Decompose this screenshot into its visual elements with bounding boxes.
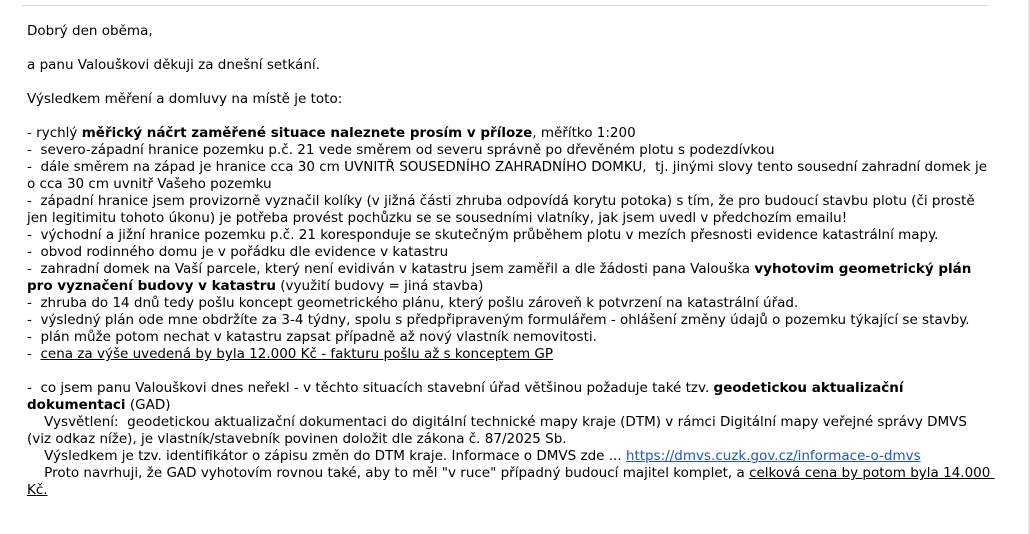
- bullet-concept-timing: - zhruba do 14 dnů tedy pošlu koncept geometrického plánu, který pošlu zároveň k potvrzení na katastrální úřad.: [27, 295, 799, 311]
- bullet-price-dash: -: [27, 346, 41, 362]
- bullet-garden-house-bold: vyhotovim geometrický plán pro vyznačení budovy v katastru: [27, 261, 977, 294]
- bullet-east-south-boundary: - východní a jižní hranice pozemku p.č. 21 koresponduje se skutečným průběhem plotu v mezích přesnosti evidence katastrální mapy.: [27, 227, 939, 243]
- blank-line: [27, 108, 992, 125]
- bullet-price-underlined: cena za výše uvedená by byla 12.000 Kč - fakturu pošlu až s konceptem GP: [40, 346, 554, 362]
- blank-line: [27, 363, 992, 380]
- bullet-garden-house-prefix: - zahradní domek na Vaší parcele, který není evidiván v katastru jsem zaměřil a dle žádosti pana Valouška: [27, 261, 755, 277]
- bullet-sketch: [27, 125, 992, 142]
- gad-proposal: [27, 465, 995, 499]
- bullet-garden-house-suffix: (využití budovy = jiná stavba): [276, 278, 484, 294]
- bullet-gad-bold: geodetickou aktualizační dokumentaci: [27, 380, 909, 413]
- email-body: [27, 23, 995, 499]
- bullet-sketch-prefix: - rychlý: [27, 125, 82, 141]
- gad-total-price: celková cena by potom byla 14.000 Kč.: [27, 465, 995, 498]
- bullet-gad-prefix: - co jsem panu Valouškovi dnes neřekl - v těchto situacích stavební úřad většinou požaduje také tzv.: [27, 380, 714, 396]
- bullet-gad: [27, 380, 992, 414]
- bullet-price: [27, 346, 992, 363]
- bullet-final-plan: - výsledný plán ode mne obdržíte za 3-4 týdny, spolu s předpřipraveným formulářem - ohlášení změny údajů o pozemku týkající se stavby.: [27, 312, 970, 328]
- bullet-garden-house: [27, 261, 992, 295]
- bullet-northwest-boundary: - severo-západní hranice pozemku p.č. 21 vede směrem od severu správně po dřevěném plotu s podezdívkou: [27, 142, 775, 158]
- bullet-west-direction: - dále směrem na západ je hranice cca 30 cm UVNITŘ SOUSEDNÍHO ZAHRADNÍHO DOMKU, tj. jinými slovy tento sousední zahradní domek je o cca 30 cm uvnitř Vašeho pozemku: [27, 159, 992, 192]
- blank-line: [27, 74, 992, 91]
- bullet-sketch-bold: měřický náčrt zaměřené situace naleznete prosím v příloze: [81, 125, 533, 141]
- thanks-line: a panu Valouškovi děkuji za dnešní setkání.: [27, 57, 320, 73]
- blank-line: [27, 40, 992, 57]
- bullet-sketch-suffix: , měřítko 1:200: [532, 125, 636, 141]
- gad-result-text: Výsledkem je tzv. identifikátor o zápisu změn do DTM kraje. Informace o DMVS zde ...: [27, 448, 626, 464]
- bullet-gad-suffix: (GAD): [125, 397, 171, 413]
- gad-result: [27, 448, 992, 465]
- message-separator: [22, 5, 988, 6]
- dmvs-link[interactable]: https://dmvs.cuzk.gov.cz/informace-o-dmvs: [625, 448, 921, 464]
- greeting: Dobrý den oběma,: [27, 23, 153, 39]
- gad-explanation: Vysvětlení: geodetickou aktualizační dokumentaci do digitální technické mapy kraje (DTM) v rámci Digitální mapy veřejné správy DMVS (viz odkaz níže), je vlastník/stavebník povinen doložit dle zákona č. 87/2025 Sb.: [27, 414, 972, 447]
- bullet-west-boundary: - západní hranice jsem provizorně vyznačil kolíky (v jižná části zhruba odpovídá korytu potoka) s tím, že pro budoucí stavbu plotu (či prostě jen legitimitu tohoto úkonu) je potřeba provést pochůzku se se sousedními vlatníky, jak jsem uvedl v předchozím emailu!: [27, 193, 979, 226]
- bullet-registration: - plán může potom nechat v katastru zapsat případně až nový vlastník nemovitosti.: [27, 329, 597, 345]
- intro-line: Výsledkem měření a domluvy na místě je toto:: [27, 91, 343, 107]
- bullet-house-outline: - obvod rodinného domu je v pořádku dle evidence v katastru: [27, 244, 449, 260]
- gad-proposal-text: Proto navrhuji, že GAD vyhotovím rovnou také, aby to měl "v ruce" případný budoucí majitel komplet, a: [27, 465, 750, 481]
